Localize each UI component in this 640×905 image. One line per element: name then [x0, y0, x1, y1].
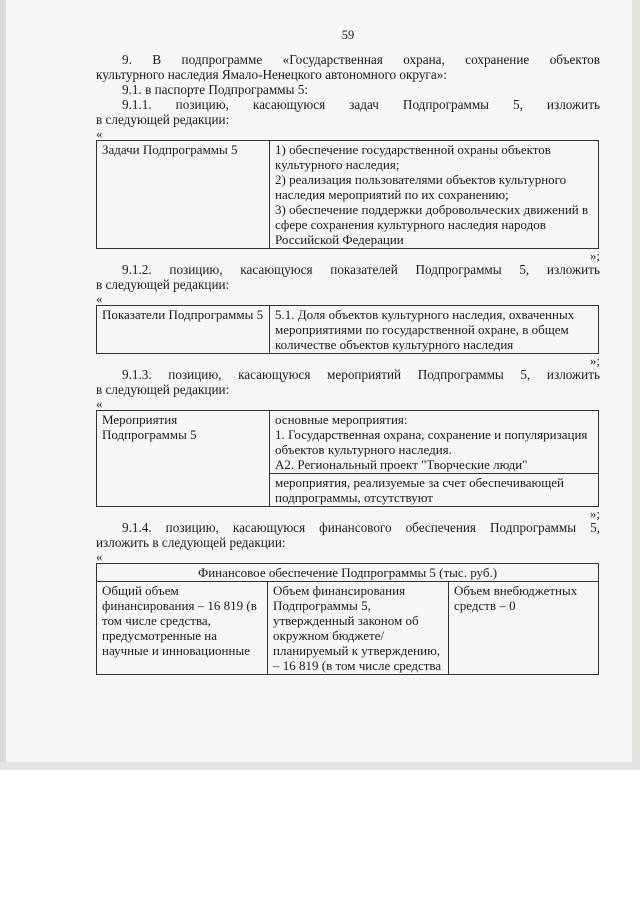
paragraph-9-1-3-line1: 9.1.3. позицию, касающуюся мероприятий Подпрограммы 5, изложить: [122, 367, 600, 382]
task-item: 3) обеспечение поддержки добровольческих движений в сфере сохранения культурного наследия народов Российской Федерации: [275, 202, 589, 247]
paragraph-9-1-1-line1: 9.1.1. позицию, касающуюся задач Подпрограммы 5, изложить: [122, 97, 600, 112]
activities-main: [270, 411, 599, 474]
scan-edge-bottom: [0, 762, 640, 770]
indicators-table: [96, 305, 599, 354]
tasks-label: Задачи Подпрограммы 5: [97, 141, 270, 249]
paragraph-9-1-2-line1: 9.1.2. позицию, касающуюся показателей Подпрограммы 5, изложить: [122, 262, 600, 277]
financing-total: Общий объем финансирования – 16 819 (в том числе средства, предусмотренные на научные и инновационные: [97, 582, 268, 675]
quote-open: «: [96, 549, 103, 564]
activities-label: Мероприятия Подпрограммы 5: [97, 411, 270, 507]
activities-main-heading: основные мероприятия:: [275, 412, 408, 427]
paragraph-9-1-1-line2: в следующей редакции:: [96, 112, 230, 127]
paragraph-9-line2: культурного наследия Ямало-Ненецкого автономного округа»:: [96, 67, 447, 82]
scan-edge-right: [632, 0, 640, 770]
quote-open: «: [96, 291, 103, 306]
quote-close: »;: [589, 506, 600, 521]
financing-header: Финансовое обеспечение Подпрограммы 5 (тыс. руб.): [97, 564, 599, 582]
paragraph-9-1-4-line2: изложить в следующей редакции:: [96, 535, 286, 550]
quote-open: «: [96, 396, 103, 411]
financing-approved: Объем финансирования Подпрограммы 5, утвержденный законом об окружном бюджете/ планируемый к утверждению, – 16 819 (в том числе средства: [268, 582, 449, 675]
tasks-list: [270, 141, 599, 249]
page-number: 59: [341, 28, 355, 42]
quote-close: »;: [589, 353, 600, 368]
indicators-label: Показатели Подпрограммы 5: [97, 306, 270, 354]
paragraph-9-1-2-line2: в следующей редакции:: [96, 277, 230, 292]
activities-support: мероприятия, реализуемые за счет обеспечивающей подпрограммы, отсутствуют: [270, 474, 599, 507]
indicators-value: 5.1. Доля объектов культурного наследия, охваченных мероприятиями по государственной охране, в общем количестве объектов культурного наследия: [270, 306, 599, 354]
quote-open: «: [96, 126, 103, 141]
paragraph-9-line1: 9. В подпрограмме «Государственная охрана, сохранение объектов: [122, 52, 600, 67]
page-content: [96, 28, 600, 675]
tasks-table: [96, 140, 599, 249]
scan-edge-left: [0, 0, 6, 770]
activities-main-item: А2. Региональный проект "Творческие люди": [275, 457, 528, 472]
financing-table: [96, 563, 599, 675]
task-item: 1) обеспечение государственной охраны объектов культурного наследия;: [275, 142, 551, 172]
paragraph-9-1-4-line1: 9.1.4. позицию, касающуюся финансового обеспечения Подпрограммы 5,: [122, 520, 600, 535]
activities-main-item: 1. Государственная охрана, сохранение и популяризация объектов культурного наследия.: [275, 427, 588, 457]
activities-table: [96, 410, 599, 507]
paragraph-9-1: 9.1. в паспорте Подпрограммы 5:: [122, 82, 309, 97]
paragraph-9-1-3-line2: в следующей редакции:: [96, 382, 230, 397]
financing-extrabudgetary: Объем внебюджетных средств – 0: [449, 582, 599, 675]
task-item: 2) реализация пользователями объектов культурного наследия мероприятий по их сохранению;: [275, 172, 567, 202]
quote-close: »;: [589, 248, 600, 263]
